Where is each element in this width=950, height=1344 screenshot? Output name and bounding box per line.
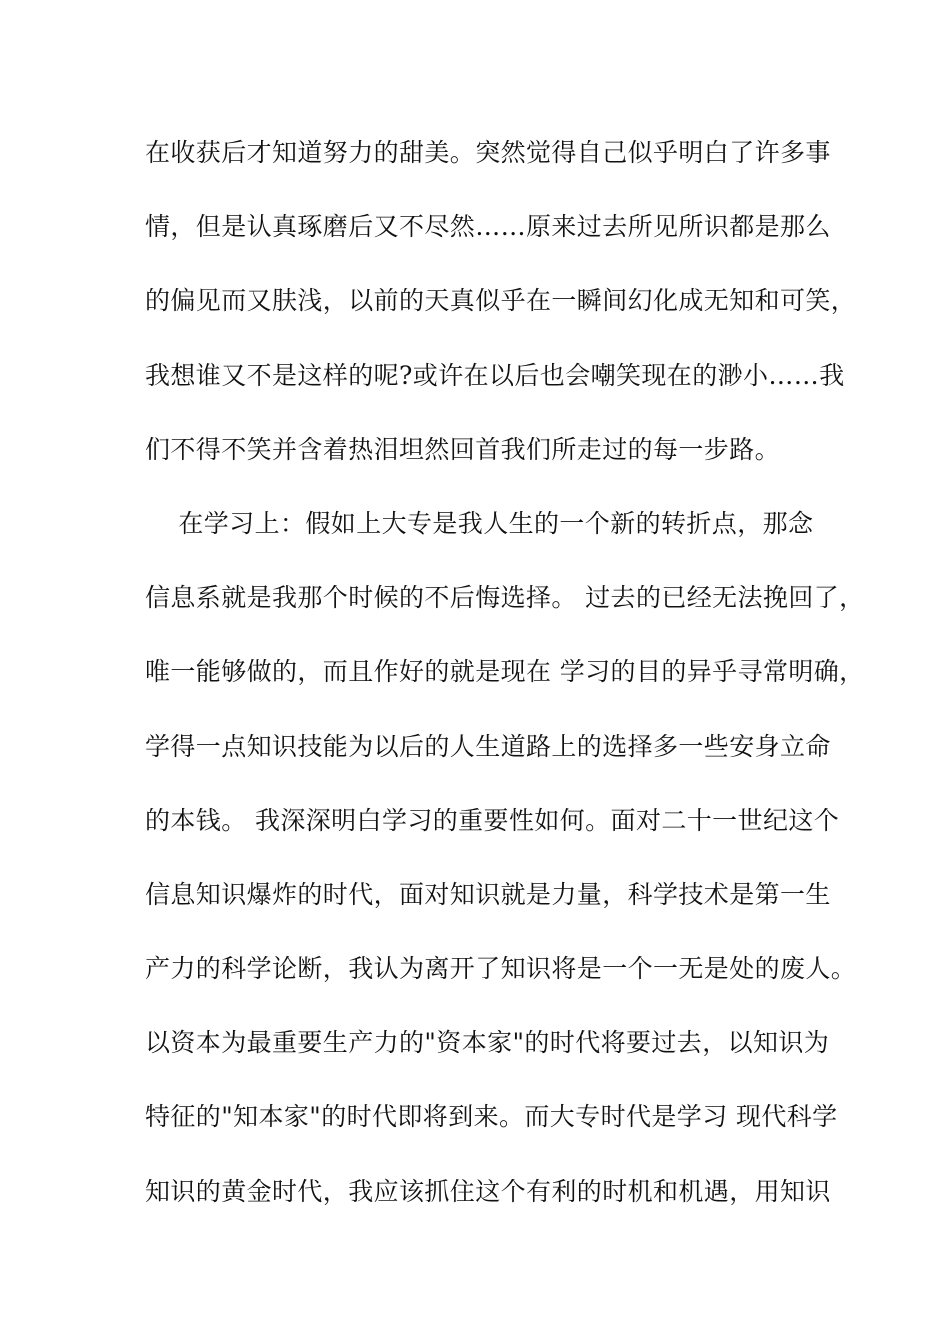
text-line: 们不得不笑并含着热泪坦然回首我们所走过的每一步路。 bbox=[145, 434, 781, 464]
text-line: 在收获后才知道努力的甜美。突然觉得自己似乎明白了许多事 bbox=[145, 138, 831, 167]
text-line: 以资本为最重要生产力的"资本家"的时代将要过去，以知识为 bbox=[145, 1028, 830, 1058]
text-line: 的偏见而又肤浅，以前的天真似乎在一瞬间幻化成无知和可笑， bbox=[145, 286, 857, 316]
body-text bbox=[145, 128, 865, 1241]
text-line: 我想谁又不是这样的呢?或许在以后也会嘲笑现在的渺小……我 bbox=[145, 360, 845, 390]
paragraph-start-line: 在学习上：假如上大专是我人生的一个新的转折点，那念 bbox=[145, 508, 814, 538]
text-line: 唯一能够做的，而且作好的就是现在 学习的目的异乎寻常明确， bbox=[145, 657, 865, 687]
text-line: 信息系就是我那个时候的不后悔选择。 过去的已经无法挽回了， bbox=[145, 583, 865, 613]
text-line: 产力的科学论断，我认为离开了知识将是一个一无是处的废人。 bbox=[145, 954, 857, 984]
text-line: 知识的黄金时代，我应该抓住这个有利的时机和机遇，用知识 bbox=[145, 1176, 831, 1206]
text-line: 特征的"知本家"的时代即将到来。而大专时代是学习 现代科学 bbox=[145, 1102, 838, 1132]
text-line: 信息知识爆炸的时代，面对知识就是力量，科学技术是第一生 bbox=[145, 879, 831, 909]
text-line: 情，但是认真琢磨后又不尽然……原来过去所见所识都是那么 bbox=[145, 212, 831, 242]
text-line: 的本钱。 我深深明白学习的重要性如何。面对二十一世纪这个 bbox=[145, 805, 840, 835]
text-line: 学得一点知识技能为以后的人生道路上的选择多一些安身立命 bbox=[145, 731, 831, 761]
